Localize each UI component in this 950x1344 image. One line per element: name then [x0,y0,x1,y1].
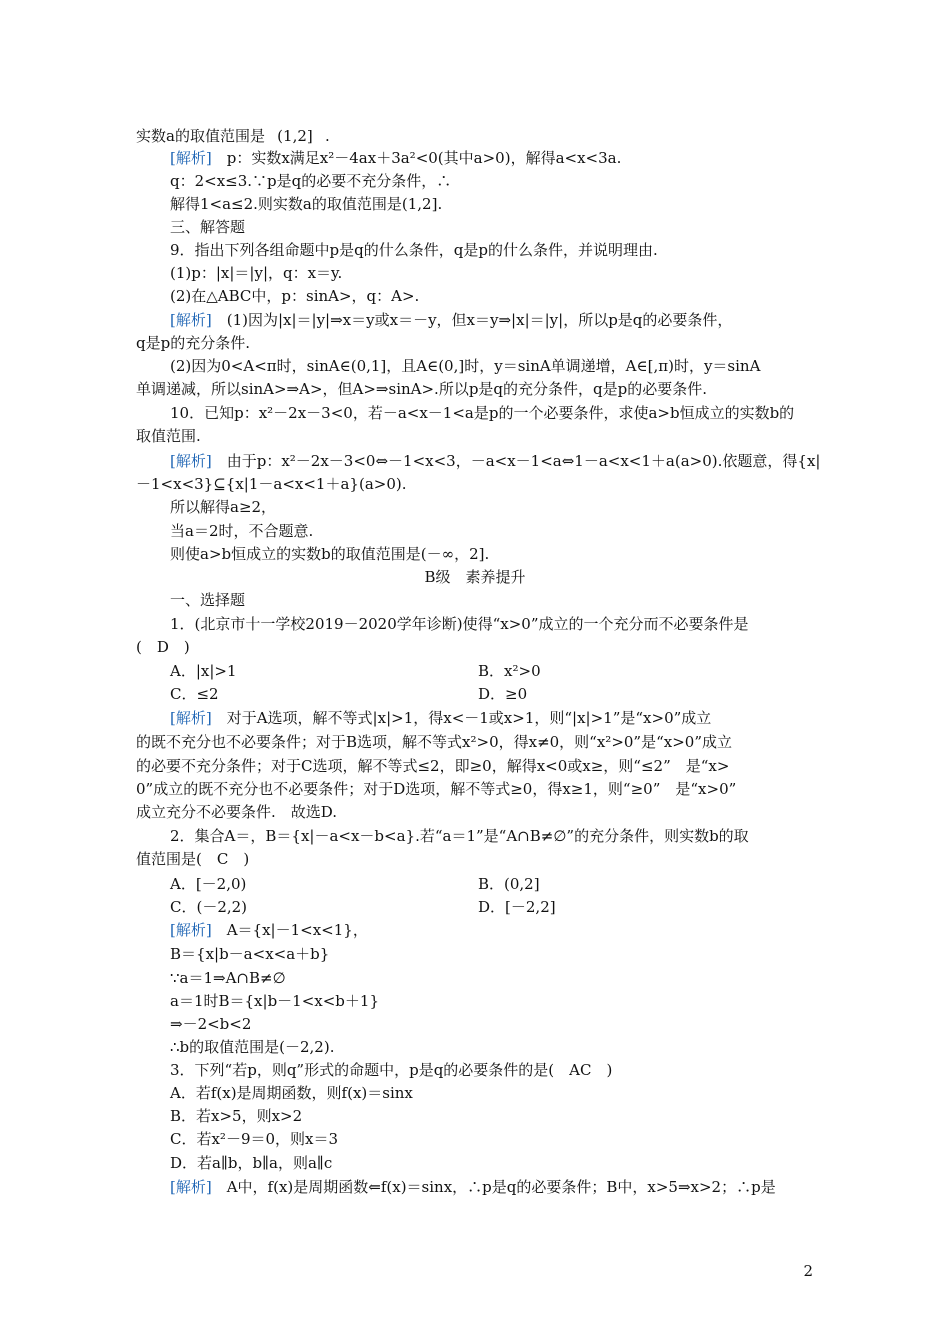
analysis-tag: [解析] [170,1178,212,1196]
question-10: 10．已知p：x²－2x－3<0，若－a<x－1<a是p的一个必要条件，求使a>b恒成立的实数b的 [170,404,795,422]
text-line: q：2<x≤3.∵p是q的必要不充分条件，∴ [170,172,452,190]
option-row [0,683,950,705]
option-a: A．若f(x)是周期函数，则f(x)＝sinx [170,1084,413,1102]
page-number: 2 [803,1262,813,1280]
question-2: 2．集合A＝，B＝{x|－a<x－b<a}.若“a＝1”是“A∩B≠∅”的充分条件，则实数b的取 [170,827,749,845]
text-line: 则使a>b恒成立的实数b的取值范围是(－∞，2]. [170,545,490,563]
analysis-tag: [解析] [170,709,212,727]
option-row [0,896,950,918]
page-footer [0,1260,950,1282]
analysis-tag: [解析] [170,921,212,939]
answer-line: 值范围是( C ) [136,850,250,868]
question-1: 1．(北京市十一学校2019－2020学年诊断)使得“x>0”成立的一个充分而不必要条件是 [170,615,749,633]
text-line: ∴b的取值范围是(－2,2). [170,1038,335,1056]
option-a: A．|x|>1 [170,662,237,680]
option-a: A．[－2,0) [170,875,247,893]
question-3: 3．下列“若p，则q”形式的命题中，p是q的必要条件的是( AC ) [170,1061,613,1079]
text-line: B＝{x|b－a<x<a＋b} [170,945,330,963]
analysis-tag: [解析] [170,311,212,329]
analysis-tag: [解析] [170,452,212,470]
analysis-line: [解析] (1)因为|x|＝|y|⇒x＝y或x＝－y，但x＝y⇒|x|＝|y|，所以p是q的必要条件， [170,311,733,329]
analysis-line: [解析] p：实数x满足x²－4ax＋3a²<0(其中a>0)，解得a<x<3a. [170,149,622,167]
answer-blank: (1,2] [265,125,325,147]
option-c: C．(－2,2) [170,898,248,916]
text-line: 成立充分不必要条件. 故选D. [136,803,338,821]
analysis-line: [解析] 由于p：x²－2x－3<0⇔－1<x<3，－a<x－1<a⇔1－a<x<1＋a(a>0).依题意，得{x| [170,452,821,470]
text-line: (2)在△ABC中，p：sinA>，q：A>. [170,287,420,305]
section-heading: 三、解答题 [170,218,246,236]
text-line: 单调递减，所以sinA>⇒A>，但A>⇒sinA>.所以p是q的充分条件，q是p的必要条件. [136,380,707,398]
answer-line: ( D ) [136,638,190,656]
text-line: q是p的充分条件. [136,334,250,352]
analysis-line: [解析] A中，f(x)是周期函数⇐f(x)＝sinx，∴p是q的必要条件；B中，x>5⇒x>2；∴p是 [170,1178,776,1196]
option-row [0,873,950,895]
text-line: 实数a的取值范围是 (1,2] . [0,125,950,147]
text-line: 0”成立的既不充分也不必要条件；对于D选项，解不等式≥0，得x≥1，则“≥0” 是“x>0” [136,780,737,798]
analysis-line: [解析] 对于A选项，解不等式|x|>1，得x<－1或x>1，则“|x|>1”是“x>0”成立 [170,709,712,727]
text-line: 的既不充分也不必要条件；对于B选项，解不等式x²>0，得x≠0，则“x²>0”是“x>0”成立 [136,733,733,751]
question-9: 9．指出下列各组命题中p是q的什么条件，q是p的什么条件，并说明理由. [170,241,658,259]
option-d: D．[－2,2] [478,898,556,916]
analysis-tag: [解析] [170,149,212,167]
text-line: 的必要不充分条件；对于C选项，解不等式≤2，即≥0，解得x<0或x≥，则“≤2” 是“x> [136,757,730,775]
level-heading: B级 素养提升 [424,568,526,586]
analysis-line: [解析] A＝{x|－1<x<1}， [170,921,368,939]
text-line: 解得1<a≤2.则实数a的取值范围是(1,2]. [170,195,443,213]
option-c: C．若x²－9＝0，则x＝3 [170,1130,339,1148]
option-b: B．若x>5，则x>2 [170,1107,303,1125]
section-heading: 一、选择题 [170,591,246,609]
option-c: C．≤2 [170,685,219,703]
option-d: D．若a∥b，b∥a，则a∥c [170,1154,333,1172]
text-line: (1)p：|x|＝|y|，q：x＝y. [170,264,343,282]
text-line: ∵a＝1⇒A∩B≠∅ [170,969,286,987]
option-row [0,660,950,682]
text-line: ⇒－2<b<2 [170,1015,252,1033]
text-line: 当a＝2时，不合题意. [170,522,314,540]
text-line: a＝1时B＝{x|b－1<x<b＋1} [170,992,379,1010]
option-b: B．(0,2] [478,875,540,893]
option-b: B．x²>0 [478,662,541,680]
text-line: (2)因为0<A<π时，sinA∈(0,1]，且A∈(0,]时，y＝sinA单调递增，A∈[,π)时，y＝sinA [170,357,761,375]
option-d: D．≥0 [478,685,528,703]
text-line: －1<x<3}⊆{x|1－a<x<1＋a}(a>0). [136,475,407,493]
text-line: 所以解得a≥2， [170,498,277,516]
text-line: 取值范围. [136,427,201,445]
